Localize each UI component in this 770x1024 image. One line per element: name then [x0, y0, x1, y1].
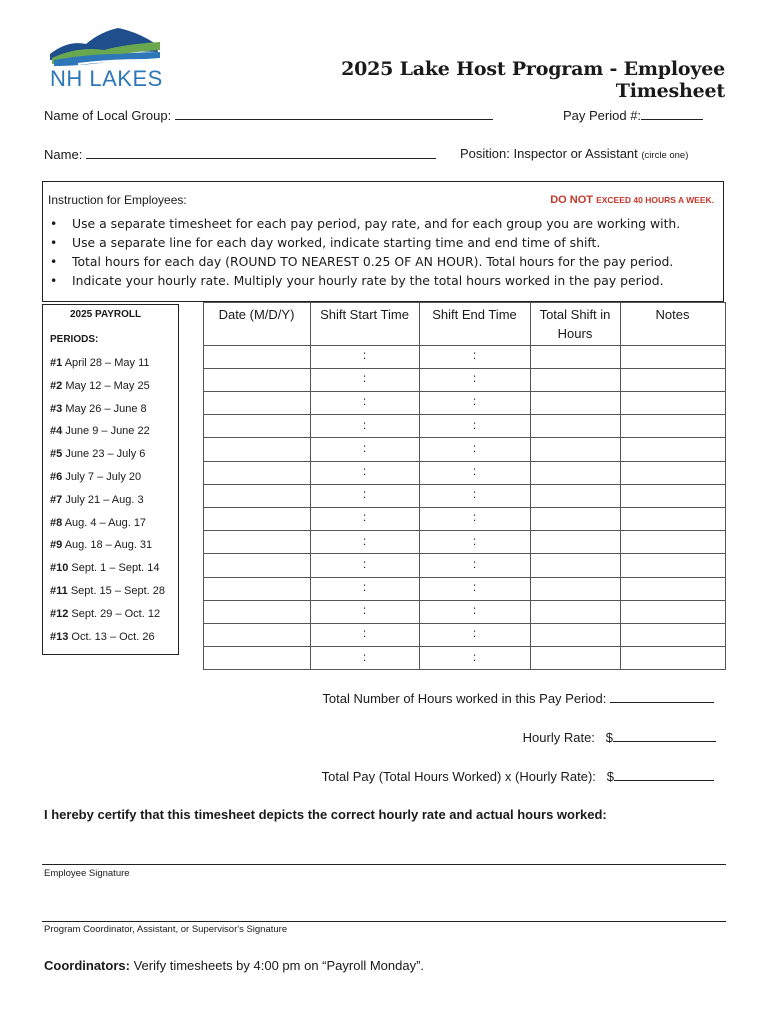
- pay-period-label: Pay Period #:: [563, 108, 642, 123]
- period-range: Sept. 15 – Sept. 28: [70, 585, 165, 597]
- coordinators-text: Verify timesheets by 4:00 pm on “Payroll Monday”.: [133, 958, 425, 973]
- coordinators-note: [44, 958, 424, 973]
- nh-lakes-logo: [48, 24, 166, 94]
- date-cell[interactable]: [204, 624, 309, 645]
- period-number: #6: [50, 471, 63, 483]
- notes-cell[interactable]: [621, 508, 724, 529]
- total-hours-cell[interactable]: [531, 346, 619, 367]
- notes-cell[interactable]: [621, 369, 724, 390]
- period-number: #12: [50, 607, 69, 620]
- name-label: Name: [44, 147, 79, 162]
- time-separator: :: [362, 394, 367, 409]
- date-cell[interactable]: [204, 485, 309, 506]
- time-separator: :: [362, 487, 367, 502]
- notes-cell[interactable]: [621, 624, 724, 645]
- table-column-line: [725, 302, 726, 670]
- total-hours-line: [610, 690, 714, 703]
- time-separator: :: [472, 348, 477, 362]
- total-hours-cell[interactable]: [531, 416, 619, 437]
- hourly-rate-line: [613, 729, 716, 742]
- instruction-text: Indicate your hourly rate. Multiply your hourly rate by the total hours worked in the pay period.: [72, 273, 664, 288]
- currency-sign: $: [605, 730, 613, 745]
- time-separator: :: [362, 371, 367, 386]
- period-range: May 26 – June 8: [65, 402, 147, 415]
- date-cell[interactable]: [204, 601, 309, 622]
- bullet-icon: •: [50, 254, 58, 269]
- bullet-icon: •: [50, 235, 58, 250]
- instruction-text: Total hours for each day (ROUND TO NEAREST 0.25 OF AN HOUR). Total hours for the pay period.: [72, 254, 674, 269]
- total-hours-cell[interactable]: [531, 508, 619, 529]
- notes-cell[interactable]: [621, 346, 724, 367]
- total-hours-cell[interactable]: [531, 624, 619, 645]
- total-pay-line: [614, 768, 714, 781]
- position-value: Inspector or Assistant: [513, 146, 638, 161]
- notes-cell[interactable]: [621, 462, 724, 483]
- notes-cell[interactable]: [621, 601, 724, 622]
- period-range: April 28 – May 11: [64, 357, 150, 369]
- date-cell[interactable]: [204, 369, 309, 390]
- bullet-icon: •: [50, 273, 58, 288]
- date-cell[interactable]: [204, 648, 309, 669]
- period-number: #4: [50, 425, 63, 438]
- time-separator: :: [362, 603, 367, 618]
- time-separator: :: [362, 348, 367, 362]
- instruction-text: Use a separate line for each day worked, indicate starting time and end time of shift.: [72, 235, 601, 250]
- payroll-period-item: [50, 380, 150, 392]
- period-number: #13: [50, 630, 69, 643]
- total-pay-label: Total Pay (Total Hours Worked) x (Hourly Rate):: [321, 769, 596, 784]
- instruction-item: [50, 233, 680, 252]
- time-separator: :: [362, 626, 367, 641]
- table-header: Notes: [655, 307, 690, 322]
- notes-cell[interactable]: [621, 648, 724, 669]
- position-label: Position: [460, 146, 507, 161]
- payroll-period-item: [50, 631, 155, 643]
- local-group-field[interactable]: [44, 107, 493, 123]
- table-header: Total Shift in Hours: [539, 307, 611, 341]
- notes-cell[interactable]: [621, 485, 724, 506]
- time-separator: :: [362, 464, 367, 478]
- time-separator: :: [472, 649, 477, 664]
- certification-statement: I hereby certify that this timesheet depicts the correct hourly rate and actual hours worked:: [44, 807, 607, 822]
- payroll-period-item: [50, 517, 146, 529]
- time-separator: :: [362, 533, 367, 548]
- payroll-period-item: [50, 357, 150, 369]
- payroll-period-item: [50, 562, 160, 574]
- hourly-rate-field[interactable]: [523, 729, 716, 745]
- period-number: #10: [50, 562, 69, 575]
- table-header: Shift End Time: [432, 307, 517, 322]
- logo-text: NH LAKES: [50, 66, 163, 91]
- total-hours-cell[interactable]: [531, 601, 619, 622]
- payroll-period-item: [50, 494, 144, 506]
- period-range: Sept. 1 – Sept. 14: [71, 562, 160, 575]
- total-hours-cell[interactable]: [531, 392, 619, 413]
- pay-period-field[interactable]: [563, 107, 703, 123]
- period-number: #9: [50, 539, 63, 552]
- instructions-heading: Instruction for Employees:: [48, 193, 187, 207]
- notes-cell[interactable]: [621, 532, 724, 553]
- coordinator-signature-line[interactable]: [42, 921, 726, 922]
- period-range: Aug. 4 – Aug. 17: [64, 516, 147, 529]
- time-separator: :: [362, 580, 367, 594]
- coordinators-label: Coordinators:: [44, 958, 130, 973]
- period-number: #2: [50, 379, 63, 392]
- local-group-line: [175, 107, 493, 120]
- notice-do-not: DO NOT: [550, 194, 594, 206]
- period-range: June 23 – July 6: [65, 448, 146, 461]
- time-separator: :: [472, 533, 477, 548]
- date-cell[interactable]: [204, 578, 309, 599]
- period-range: May 12 – May 25: [65, 379, 150, 392]
- employee-signature-line[interactable]: [42, 864, 726, 865]
- total-hours-cell[interactable]: [531, 439, 619, 460]
- time-separator: :: [472, 626, 477, 641]
- position-note: (circle one): [641, 150, 689, 161]
- instruction-item: [50, 271, 680, 290]
- date-cell[interactable]: [204, 555, 309, 576]
- notice-rest: EXCEED 40 HOURS A WEEK.: [596, 195, 714, 205]
- payroll-period-item: [50, 585, 165, 597]
- hourly-rate-label: Hourly Rate:: [522, 730, 595, 745]
- time-separator: :: [472, 464, 477, 478]
- employee-signature-label: Employee Signature: [44, 868, 130, 879]
- total-hours-cell[interactable]: [531, 648, 619, 669]
- name-line: [86, 146, 436, 159]
- date-cell[interactable]: [204, 439, 309, 460]
- total-hours-cell[interactable]: [531, 369, 619, 390]
- instruction-text: Use a separate timesheet for each pay period, pay rate, and for each group you are working with.: [72, 216, 681, 231]
- period-number: #11: [50, 585, 68, 597]
- total-hours-field[interactable]: [322, 690, 714, 706]
- time-separator: :: [472, 394, 477, 409]
- period-number: #5: [50, 448, 63, 461]
- date-cell[interactable]: [204, 532, 309, 553]
- payroll-period-item: [50, 448, 145, 460]
- time-separator: :: [362, 510, 367, 525]
- total-hours-label: Total Number of Hours worked in this Pay Period:: [322, 691, 607, 706]
- total-pay-field[interactable]: [322, 768, 714, 784]
- page-title: 2025 Lake Host Program - Employee Timesheet: [341, 58, 725, 102]
- date-cell[interactable]: [204, 416, 309, 437]
- timesheet-table: [203, 302, 725, 670]
- periods-label: PERIODS:: [50, 334, 99, 345]
- total-hours-cell[interactable]: [531, 462, 619, 483]
- time-separator: :: [472, 556, 477, 571]
- period-range: June 9 – June 22: [65, 425, 150, 438]
- notes-cell[interactable]: [621, 416, 724, 437]
- date-cell[interactable]: [204, 346, 309, 367]
- time-separator: :: [472, 487, 477, 502]
- pay-period-line: [641, 107, 703, 120]
- period-number: #8: [50, 516, 63, 529]
- period-number: #3: [50, 402, 63, 415]
- currency-sign: $: [606, 769, 614, 784]
- period-number: #1: [50, 357, 63, 369]
- bullet-icon: •: [50, 216, 58, 231]
- notes-cell[interactable]: [621, 392, 724, 413]
- coordinator-signature-label: Program Coordinator, Assistant, or Supervisor's Signature: [44, 924, 288, 935]
- notes-cell[interactable]: [621, 578, 724, 599]
- table-header: Shift Start Time: [320, 307, 409, 322]
- time-separator: :: [472, 580, 477, 594]
- period-range: Sept. 29 – Oct. 12: [71, 607, 161, 620]
- payroll-period-item: [50, 608, 160, 620]
- period-number: #7: [50, 493, 63, 506]
- time-separator: :: [472, 603, 477, 618]
- payroll-period-item: [50, 403, 147, 415]
- time-separator: :: [472, 510, 477, 525]
- name-field[interactable]: Name:: [44, 146, 436, 162]
- time-separator: :: [362, 440, 367, 455]
- date-cell[interactable]: [204, 508, 309, 529]
- table-header: Date (M/D/Y): [218, 307, 295, 322]
- period-range: July 21 – Aug. 3: [65, 493, 144, 506]
- table-row-line: [203, 302, 725, 303]
- position-field[interactable]: Position: Inspector or Assistant (circle one): [460, 146, 689, 161]
- payroll-period-item: [50, 539, 152, 551]
- notes-cell[interactable]: [621, 439, 724, 460]
- local-group-label: Name of Local Group:: [44, 108, 172, 123]
- time-separator: :: [362, 556, 367, 571]
- total-hours-cell[interactable]: [531, 532, 619, 553]
- time-separator: :: [362, 417, 367, 432]
- time-separator: :: [472, 371, 477, 386]
- notes-cell[interactable]: [621, 555, 724, 576]
- total-hours-cell[interactable]: [531, 555, 619, 576]
- payroll-period-item: [50, 471, 141, 483]
- time-separator: :: [362, 649, 367, 664]
- total-hours-cell[interactable]: [531, 578, 619, 599]
- period-range: July 7 – July 20: [65, 471, 142, 483]
- hours-notice: [550, 194, 714, 206]
- date-cell[interactable]: [204, 462, 309, 483]
- instruction-item: [50, 252, 680, 271]
- period-range: Oct. 13 – Oct. 26: [71, 630, 155, 643]
- instruction-item: [50, 214, 680, 233]
- payroll-period-item: [50, 425, 150, 437]
- payroll-title: 2025 PAYROLL: [70, 309, 142, 320]
- total-hours-cell[interactable]: [531, 485, 619, 506]
- time-separator: :: [472, 417, 477, 432]
- time-separator: :: [472, 440, 477, 455]
- date-cell[interactable]: [204, 392, 309, 413]
- period-range: Aug. 18 – Aug. 31: [64, 539, 153, 552]
- table-row-line: [203, 669, 725, 670]
- instructions-list: [50, 214, 680, 290]
